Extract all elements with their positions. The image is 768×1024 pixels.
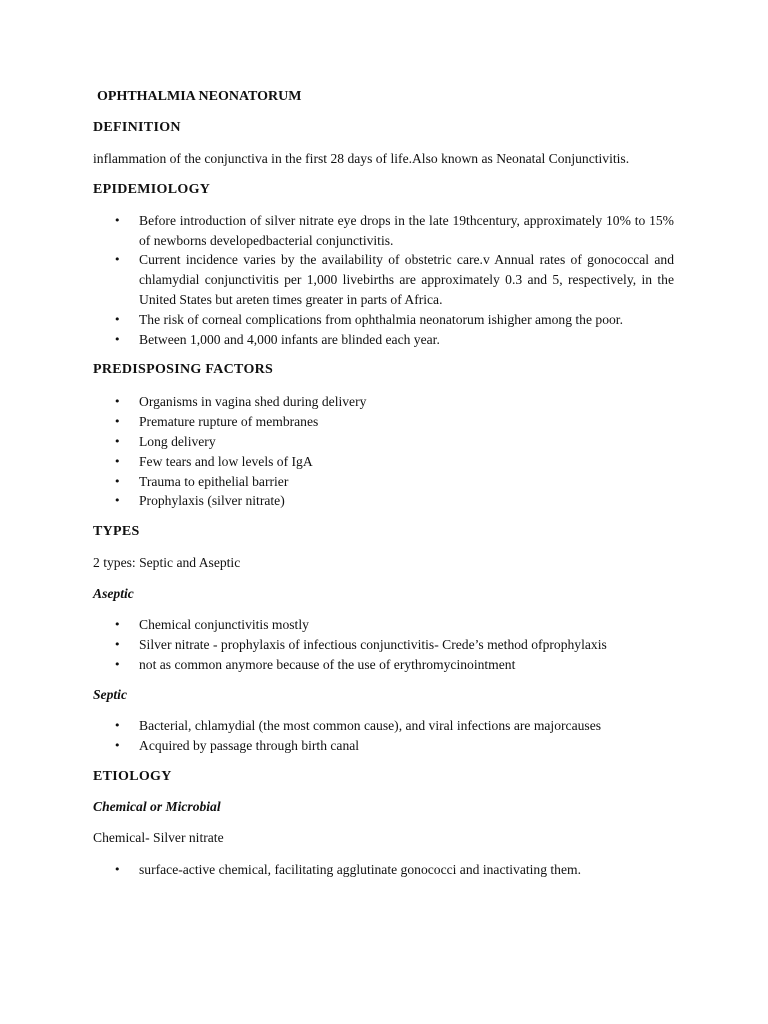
- section-heading-predisposing-factors: PREDISPOSING FACTORS: [93, 362, 274, 378]
- subheading-chemical-or-microbial: Chemical or Microbial: [93, 798, 221, 814]
- section-heading-types: TYPES: [93, 524, 140, 540]
- document-title: OPHTHALMIA NEONATORUM: [97, 89, 302, 104]
- list-item: • Premature rupture of membranes: [93, 412, 674, 432]
- etiology-list: [93, 860, 674, 880]
- list-item: • Organisms in vagina shed during delivery: [93, 392, 674, 412]
- list-item: • surface-active chemical, facilitating agglutinate gonococci and inactivating them.: [93, 860, 674, 880]
- list-item: • Long delivery: [93, 432, 674, 452]
- list-item: • Trauma to epithelial barrier: [93, 472, 674, 492]
- list-item: • Between 1,000 and 4,000 infants are blinded each year.: [93, 330, 674, 350]
- section-heading-definition: DEFINITION: [93, 120, 181, 135]
- list-item: • Silver nitrate - prophylaxis of infectious conjunctivitis- Crede’s method ofprophylaxis: [93, 635, 674, 655]
- types-text: 2 types: Septic and Aseptic: [93, 555, 241, 571]
- list-item: • Prophylaxis (silver nitrate): [93, 491, 674, 511]
- septic-list: [93, 716, 674, 756]
- list-item: • Few tears and low levels of IgA: [93, 452, 674, 472]
- section-heading-etiology: ETIOLOGY: [93, 768, 172, 784]
- list-item: • Before introduction of silver nitrate eye drops in the late 19thcentury, approximately 10% to 15% of newborns developedbacterial conjunctivitis.: [93, 211, 674, 251]
- subheading-aseptic: Aseptic: [93, 585, 134, 601]
- section-heading-epidemiology: EPIDEMIOLOGY: [93, 181, 211, 197]
- epidemiology-list: [93, 211, 674, 350]
- aseptic-list: [93, 615, 674, 674]
- etiology-text: Chemical- Silver nitrate: [93, 829, 224, 845]
- subheading-septic: Septic: [93, 687, 127, 703]
- definition-text: inflammation of the conjunctiva in the first 28 days of life.Also known as Neonatal Conjunctivitis.: [93, 151, 630, 166]
- list-item: • Acquired by passage through birth canal: [93, 736, 674, 756]
- predisposing-factors-list: [93, 392, 674, 511]
- list-item: • Bacterial, chlamydial (the most common cause), and viral infections are majorcauses: [93, 716, 674, 736]
- list-item: • not as common anymore because of the use of erythromycinointment: [93, 655, 674, 675]
- document-body: [93, 88, 674, 880]
- list-item: • The risk of corneal complications from ophthalmia neonatorum ishigher among the poor.: [93, 310, 674, 330]
- list-item: • Current incidence varies by the availability of obstetric care.v Annual rates of gonococcal and chlamydial conjunctivitis per 1,000 livebirths are approximately 0.3 and 5, respectively, in the United States but areten times greater in parts of Africa.: [93, 250, 674, 309]
- list-item: • Chemical conjunctivitis mostly: [93, 615, 674, 635]
